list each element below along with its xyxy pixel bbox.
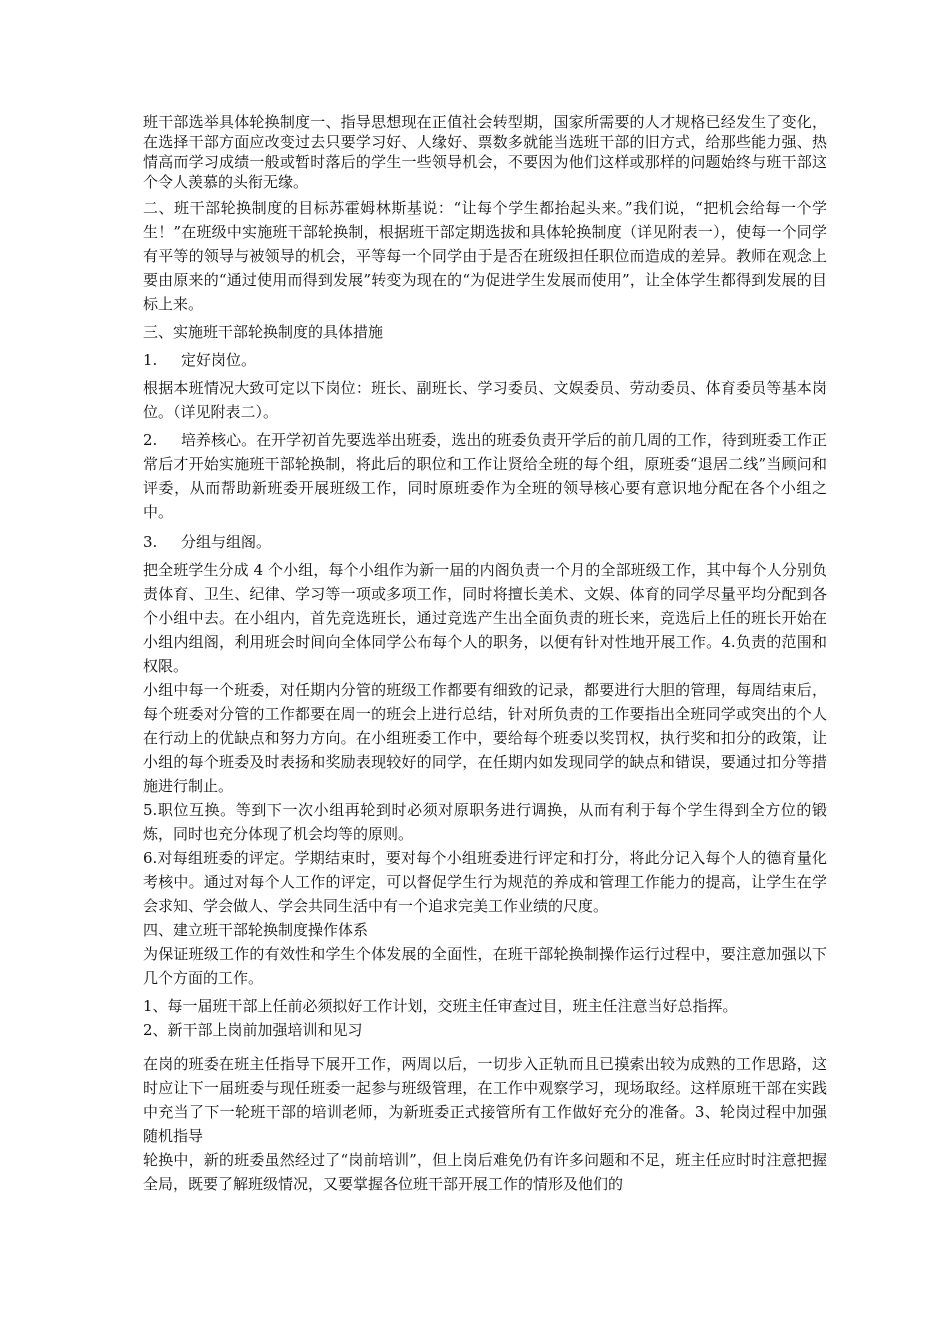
paragraph-system-intro: 为保证班级工作的有效性和学生个体发展的全面性，在班干部轮换制操作运行过程中，要注意加强以下几个方面的工作。 <box>143 945 827 987</box>
paragraph-evaluation: 6.对每组班委的评定。学期结束时，要对每个小组班委进行评定和打分，将此分记入每个人的德育量化考核中。通过对每个人工作的评定，可以督促学生行为规范的养成和管理工作能力的提高，让学生在学会求知、学会做人、学会共同生活中有一个追求完美工作业绩的尺度。 <box>143 849 827 915</box>
paragraph-goal: 二、班干部轮换制度的目标苏霍姆林斯基说：“让每个学生都抬起头来。”我们说，“把机会给每一个学生！”在班级中实施班干部轮换制，根据班干部定期选拔和具体轮换制度（详见附表一），使每一个同学有平等的领导与被领导的机会，平等每一个同学由于是否在班级担任职位而造成的差异。教师在观念上要由原来的“通过使用而得到发展”转变为现在的“为促进学生发展而使用”，让全体学生都得到发展的目标上来。 <box>143 199 827 313</box>
paragraph-training-heading: 2、新干部上岗前加强培训和见习 <box>143 1021 363 1039</box>
list-item-1 <box>143 348 827 372</box>
paragraph-guidance: 轮换中，新的班委虽然经过了“岗前培训”，但上岗后难免仍有许多问题和不足，班主任应时时注意把握全局，既要了解班级情况，又要掌握各位班干部开展工作的情形及他们的 <box>143 1151 827 1193</box>
list-number: 2. <box>143 431 158 449</box>
list-item-2 <box>143 428 827 524</box>
paragraph-work-plan: 1、每一届班干部上任前必须拟好工作计划，交班主任审查过目，班主任注意当好总指挥。 <box>143 997 738 1015</box>
paragraph-grouping: 把全班学生分成 4 个小组，每个小组作为新一届的内阁负责一个月的全部班级工作，其中每个人分别负责体育、卫生、纪律、学习等一项或多项工作，同时将擅长美术、文娱、体育的同学尽量平均分配到各个小组中去。在小组内，首先竞选班长，通过竞选产生出全面负责的班长来，竞选后上任的班长开始在小组内组阁，利用班会时间向全体同学公布每个人的职务，以便有针对性地开展工作。4.负责的范围和权限。 <box>143 561 827 675</box>
list-number: 3. <box>143 533 158 551</box>
list-item-text: 培养核心。在开学初首先要选举出班委，选出的班委负责开学后的前几周的工作，待到班委工作正常后才开始实施班干部轮换制，将此后的职位和工作让贤给全班的每个组，原班委“退居二线”当顾问和评委，从而帮助新班委开展班级工作，同时原班委作为全班的领导核心要有意识地分配在各个小组之中。 <box>143 431 827 521</box>
list-item-text: 分组与组阁。 <box>181 533 272 551</box>
list-number: 1. <box>143 351 158 369</box>
section-heading-measures: 三、实施班干部轮换制度的具体措施 <box>143 323 384 341</box>
paragraph-training: 在岗的班委在班主任指导下展开工作，两周以后，一切步入正轨而且已摸索出较为成熟的工作思路，这时应让下一届班委与现任班委一起参与班级管理，在工作中观察学习，现场取经。这样原班干部在实践中充当了下一轮班干部的培训老师，为新班委正式接管所有工作做好充分的准备。3、轮岗过程中加强随机指导 <box>143 1055 827 1145</box>
list-item-text: 定好岗位。 <box>181 351 257 369</box>
paragraph-positions: 根据本班情况大致可定以下岗位：班长、副班长、学习委员、文娱委员、劳动委员、体育委员等基本岗位。（详见附表二）。 <box>143 379 827 421</box>
paragraph-intro: 班干部选举具体轮换制度一、指导思想现在正值社会转型期，国家所需要的人才规格已经发生了变化，在选择干部方面应改变过去只要学习好、人缘好、票数多就能当选班干部的旧方式，给那些能力强、热情高而学习成绩一般或暂时落后的学生一些领导机会，不要因为他们这样或那样的问题始终与班干部这个令人羡慕的头衔无缘。 <box>143 113 827 191</box>
section-heading-system: 四、建立班干部轮换制度操作体系 <box>143 921 369 939</box>
document-body <box>143 112 827 1196</box>
paragraph-scope: 小组中每一个班委，对任期内分管的班级工作都要有细致的记录，都要进行大胆的管理，每周结束后，每个班委对分管的工作都要在周一的班会上进行总结，针对所负责的工作要指出全班同学或突出的个人在行动上的优缺点和努力方向。在小组班委工作中，要给每个班委以奖罚权，执行奖和扣分的政策，让小组的每个班委及时表扬和奖励表现较好的同学，在任期内如发现同学的缺点和错误，要通过扣分等措施进行制止。 <box>143 681 827 795</box>
paragraph-rotation: 5.职位互换。等到下一次小组再轮到时必须对原职务进行调换，从而有利于每个学生得到全方位的锻炼，同时也充分体现了机会均等的原则。 <box>143 801 827 843</box>
list-item-3 <box>143 530 827 554</box>
